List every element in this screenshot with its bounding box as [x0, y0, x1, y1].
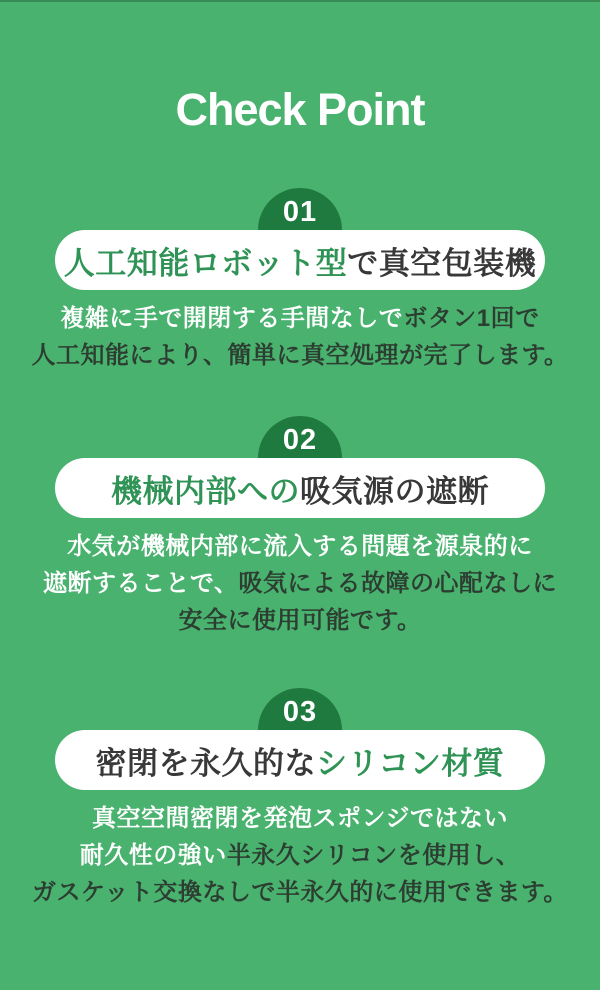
description-segment: 人工知能により、簡単に真空処理が完了します。	[31, 342, 569, 369]
headline-segment: で真空包装機	[347, 245, 537, 281]
description-segment: 真空空間密閉を発泡スポンジではない	[92, 805, 508, 832]
description-line	[0, 602, 600, 639]
headline-pill	[55, 458, 545, 518]
description-line	[0, 528, 600, 565]
description-segment: 耐久性の強い	[79, 842, 227, 869]
headline-segment: 吸気源の遮断	[300, 473, 489, 509]
checkpoint-sections	[0, 188, 600, 911]
description-segment: 複雑に手で開閉する手間なしで	[60, 305, 404, 332]
description-line	[0, 874, 600, 911]
description-line	[0, 337, 600, 374]
page-title: Check Point	[175, 84, 425, 135]
description-line	[0, 300, 600, 337]
number-badge-02	[258, 416, 342, 458]
headline-segment: 機械内部への	[111, 473, 300, 509]
description-segment: 遮断することで、	[42, 570, 239, 597]
badge-number-label: 01	[282, 195, 318, 228]
description-segment: 半永久シリコンを使用し、	[226, 842, 521, 869]
number-badge-03	[258, 688, 342, 730]
checkpoint-section-01	[0, 188, 600, 374]
description-line	[0, 565, 600, 602]
description-text	[0, 800, 600, 911]
description-text	[0, 300, 600, 374]
headline-segment: シリコン材質	[316, 745, 505, 781]
headline-pill	[55, 230, 545, 290]
description-text	[0, 528, 600, 639]
badge-number-label: 02	[282, 423, 318, 456]
top-edge-line	[0, 0, 600, 2]
description-line	[0, 837, 600, 874]
headline-pill	[55, 730, 545, 790]
number-badge-01	[258, 188, 342, 230]
description-segment: 吸気による故障の心配なしに	[238, 570, 558, 597]
headline-segment: 密閉を永久的な	[95, 745, 317, 781]
description-line	[0, 800, 600, 837]
description-segment: 水気が機械内部に流入する問題を源泉的に	[67, 533, 533, 560]
checkpoint-section-03	[0, 688, 600, 911]
checkpoint-section-02	[0, 416, 600, 639]
description-segment: ボタン1回で	[403, 305, 540, 332]
headline-segment: 人工知能ロボット型	[63, 245, 348, 281]
badge-number-label: 03	[282, 695, 318, 728]
description-segment: 安全に使用可能です。	[178, 607, 422, 634]
description-segment: ガスケット交換なしで半永久的に使用できます。	[32, 879, 568, 906]
